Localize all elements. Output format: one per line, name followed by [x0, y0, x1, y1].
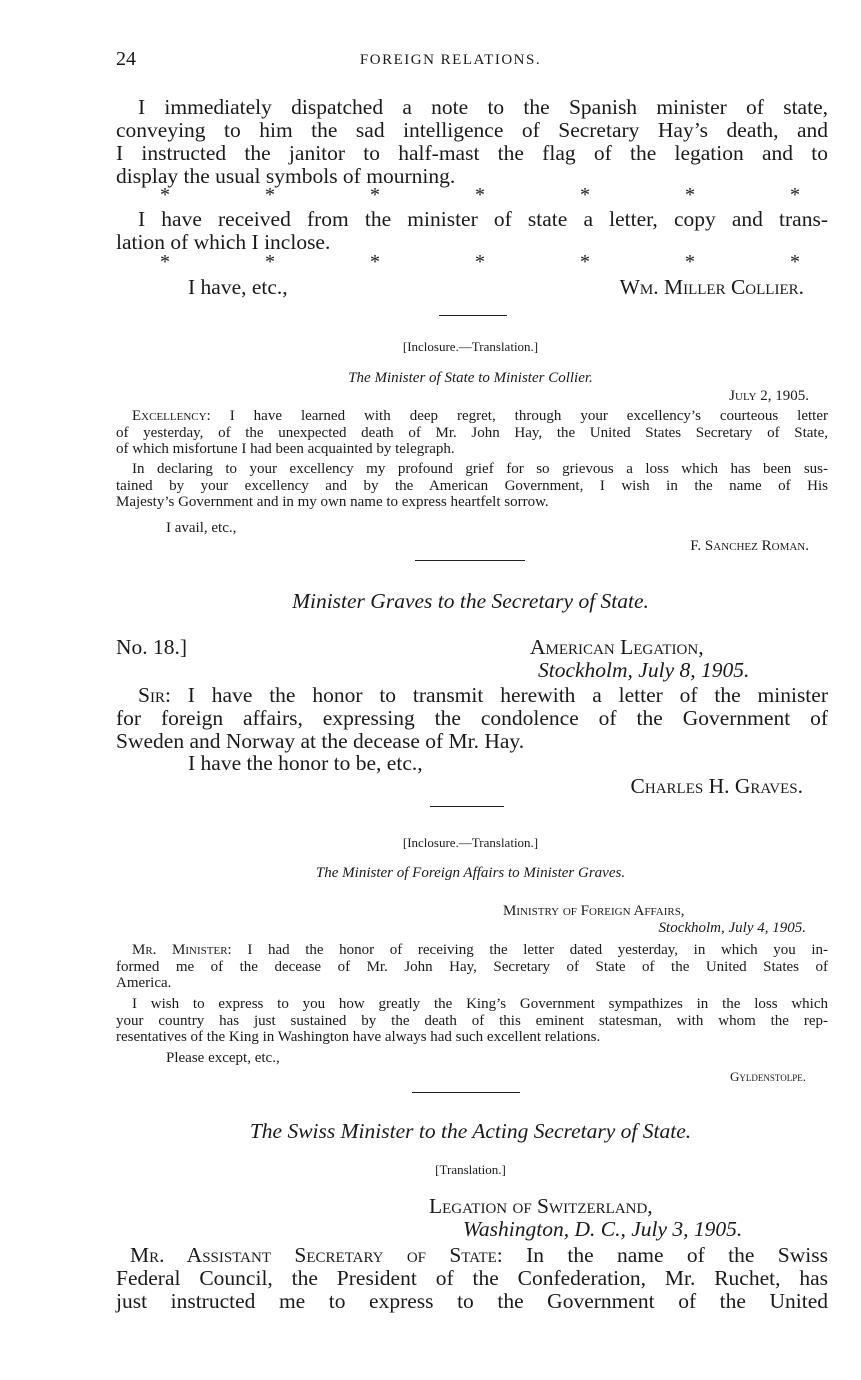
translation-label: [Translation.]	[435, 1162, 506, 1177]
collier-paragraph-1	[116, 96, 828, 188]
swiss-heading: The Swiss Minister to the Acting Secretary of State.	[249, 1119, 692, 1143]
swiss-place: Legation of Switzerland,	[429, 1194, 653, 1218]
graves-closing: I have the honor to be, etc.,	[188, 751, 423, 775]
section-divider	[439, 315, 507, 316]
inclosure2-dateline: Stockholm, July 4, 1905.	[658, 920, 806, 936]
salutation: Sir:	[138, 683, 171, 707]
star: *	[580, 251, 590, 273]
inclosure2-place: Ministry of Foreign Affairs,	[503, 903, 685, 919]
inclosure-date: July 2, 1905.	[729, 388, 809, 404]
star: *	[160, 184, 170, 206]
star: *	[475, 184, 485, 206]
star: *	[685, 184, 695, 206]
star: *	[790, 184, 800, 206]
salutation: Excellency:	[132, 408, 211, 424]
ellipsis-stars	[160, 184, 800, 207]
text-line: conveying to him the sad intelligence of Secretary Hay’s death, and	[116, 118, 828, 142]
text-line	[116, 684, 828, 707]
text-fragment: In the name of the Swiss	[502, 1243, 828, 1267]
graves-place: American Legation,	[530, 635, 704, 659]
inclosure2-signature: Gyldenstolpe.	[730, 1069, 806, 1084]
ellipsis-stars	[160, 251, 800, 274]
salutation: Mr. Minister:	[132, 942, 232, 958]
star: *	[580, 184, 590, 206]
text-line: display the usual symbols of mourning.	[116, 164, 456, 188]
star: *	[475, 251, 485, 273]
text-line: Sweden and Norway at the decease of Mr. Hay.	[116, 729, 525, 753]
text-fragment: I had the honor of receiving the letter dated yesterday, in which you in-	[231, 942, 828, 958]
graves-signature: Charles H. Graves.	[630, 774, 803, 798]
collier-paragraph-2	[116, 208, 828, 254]
star: *	[265, 251, 275, 273]
text-line: Federal Council, the President of the Confederation, Mr. Ruchet, has	[116, 1266, 828, 1290]
swiss-paragraph	[116, 1244, 828, 1313]
running-title: FOREIGN RELATIONS.	[359, 52, 542, 68]
text-line: In declaring to your excellency my profound grief for so grievous a loss which has been sus-	[132, 461, 828, 477]
text-line	[116, 1244, 828, 1267]
text-line	[116, 942, 828, 959]
collier-closing: I have, etc.,	[188, 275, 288, 299]
inclosure2-paragraph-1	[116, 942, 828, 992]
section-divider	[430, 806, 504, 807]
inclosure1-closing: I avail, etc.,	[166, 520, 237, 536]
text-line: of which misfortune I had been acquainted by telegraph.	[116, 441, 455, 457]
inclosure-heading: The Minister of Foreign Affairs to Minister Graves.	[315, 865, 626, 881]
text-line: formed me of the decease of Mr. John Hay, Secretary of State of the United States of	[116, 958, 828, 975]
graves-dateline: Stockholm, July 8, 1905.	[538, 658, 750, 682]
text-fragment: I have the honor to transmit herewith a letter of the minister	[170, 683, 828, 707]
inclosure2-paragraph-2	[116, 996, 828, 1046]
inclosure2-closing: Please except, etc.,	[166, 1050, 280, 1066]
section-divider	[415, 560, 525, 561]
star: *	[685, 251, 695, 273]
section-divider	[412, 1092, 520, 1093]
text-line	[116, 408, 828, 425]
inclosure1-paragraph-1	[116, 408, 828, 458]
text-line: just instructed me to express to the Government of the United	[116, 1289, 828, 1313]
graves-paragraph	[116, 684, 828, 753]
text-line: tained by your excellency and by the American Government, I wish in the name of His	[116, 477, 828, 494]
text-line: I have received from the minister of state a letter, copy and trans-	[138, 207, 828, 231]
inclosure-heading: The Minister of State to Minister Collier.	[348, 370, 593, 386]
text-line: lation of which I inclose.	[116, 230, 331, 254]
swiss-dateline: Washington, D. C., July 3, 1905.	[463, 1217, 743, 1241]
dispatch-number: No. 18.]	[116, 635, 188, 659]
graves-heading: Minister Graves to the Secretary of State.	[292, 589, 649, 613]
inclosure1-signature: F. Sanchez Roman.	[690, 538, 809, 554]
text-line: America.	[116, 975, 172, 991]
text-line: of yesterday, of the unexpected death of Mr. John Hay, the United States Secretary of State,	[116, 424, 828, 441]
text-line: resentatives of the King in Washington have always had such excellent relations.	[116, 1029, 601, 1045]
star: *	[160, 251, 170, 273]
text-line: I immediately dispatched a note to the Spanish minister of state,	[138, 95, 828, 119]
text-line: I instructed the janitor to half-mast the flag of the legation and to	[116, 141, 828, 165]
inclosure-label: [Inclosure.—Translation.]	[402, 339, 539, 354]
star: *	[370, 184, 380, 206]
text-fragment: I have learned with deep regret, through your excellency’s courteous letter	[210, 408, 828, 424]
star: *	[370, 251, 380, 273]
text-line: for foreign affairs, expressing the condolence of the Government of	[116, 706, 828, 730]
salutation: Mr. Assistant Secretary of State:	[130, 1243, 503, 1267]
star: *	[790, 251, 800, 273]
collier-signature: Wm. Miller Collier.	[619, 275, 804, 299]
text-line: Majesty’s Government and in my own name to express heartfelt sorrow.	[116, 494, 549, 510]
text-line: your country has just sustained by the death of this eminent statesman, with whom the rep-	[116, 1012, 828, 1029]
inclosure-label: [Inclosure.—Translation.]	[402, 835, 539, 850]
page-number: 24	[116, 48, 136, 70]
text-line: I wish to express to you how greatly the King’s Government sympathizes in the loss which	[132, 996, 828, 1012]
star: *	[265, 184, 275, 206]
inclosure1-paragraph-2	[116, 461, 828, 511]
